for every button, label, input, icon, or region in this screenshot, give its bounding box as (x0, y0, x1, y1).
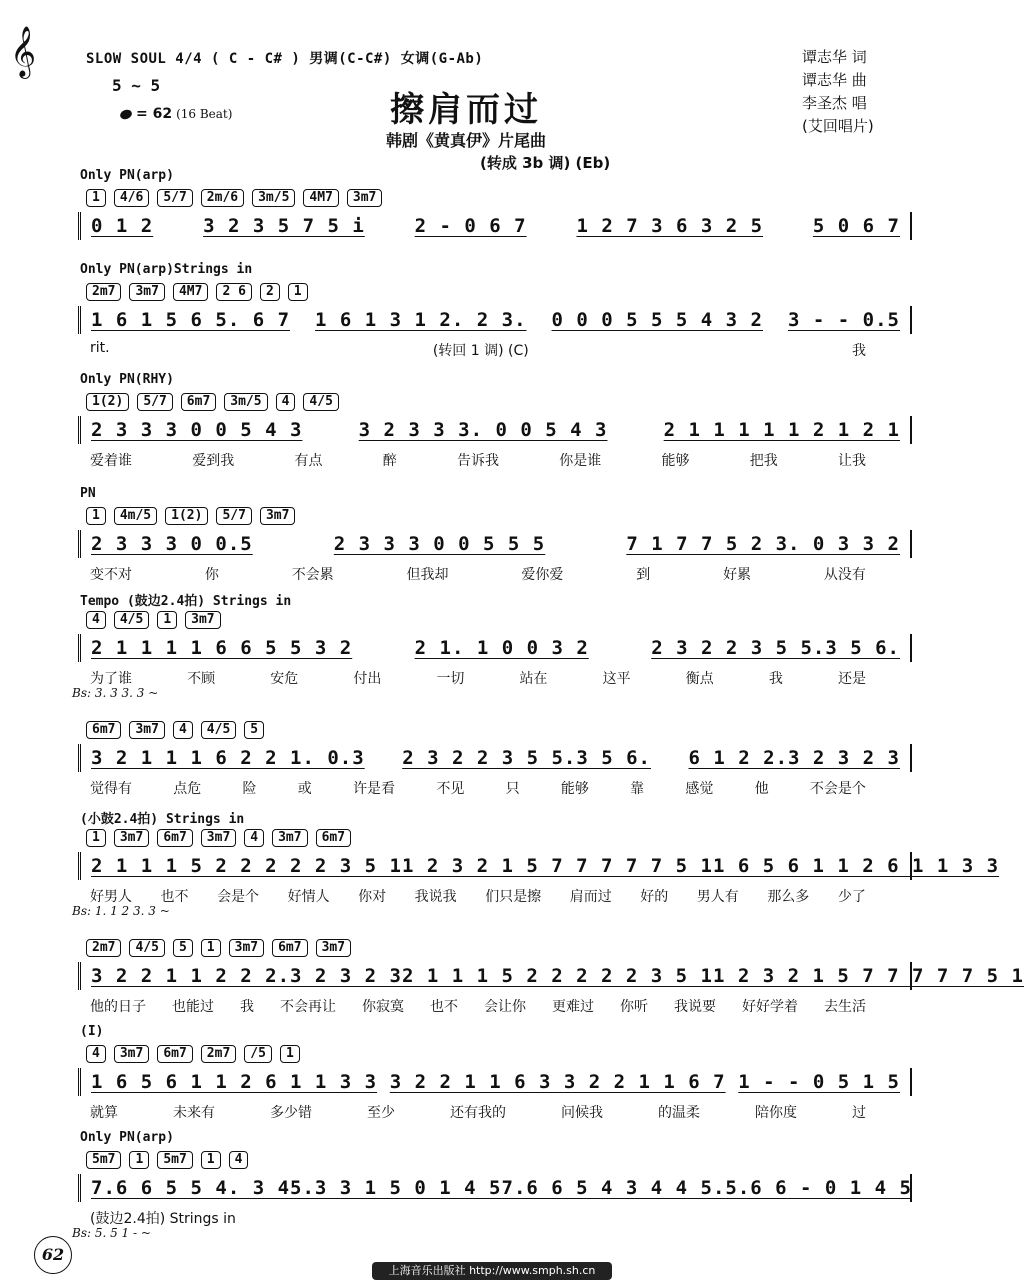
treble-clef-icon: 𝄞 (10, 26, 37, 77)
lyric-word: 的温柔 (658, 1105, 700, 1121)
measure: 2 1 1 1 1 6 6 5 5 3 2 (91, 637, 353, 659)
measure: 2 1. 1 0 0 3 2 (414, 637, 589, 659)
chord-box: 6m7 (272, 939, 307, 957)
chord-box: 3m7 (129, 721, 164, 739)
lyric-word: 靠 (630, 781, 645, 797)
lyric-word: 许是看 (353, 781, 396, 797)
lyric-word: 也不 (430, 999, 458, 1015)
lyric-word: 从没有 (823, 567, 866, 583)
measure: 3 2 2 1 1 6 3 3 2 2 1 1 6 7 (389, 1071, 726, 1093)
lyric-word: 男人有 (696, 889, 739, 905)
lyric-word: 我 (851, 343, 866, 359)
chord-box: 1(2) (165, 507, 208, 525)
lyric-word: 安危 (270, 671, 299, 687)
key-change-note: (转成 3b 调) (Eb) (480, 154, 611, 172)
lyrics-row (90, 1102, 912, 1122)
lyric-word: 为了谁 (90, 671, 132, 687)
lyrics-row (90, 668, 912, 688)
score-system (72, 590, 912, 700)
lyric-word: 把我 (749, 453, 778, 469)
chord-box: 5 (244, 721, 264, 739)
song-title: 擦肩而过 (390, 90, 542, 130)
lyrics-row (90, 886, 912, 906)
chord-box: 2 6 (216, 283, 251, 301)
system-instrument-label: (I) (80, 1024, 104, 1039)
lyric-word: 告诉我 (457, 453, 499, 469)
lyric-word: 能够 (661, 453, 690, 469)
chord-box: 3m7 (316, 939, 351, 957)
chord-box: 3m7 (114, 829, 149, 847)
lyric-word: 付出 (353, 671, 382, 687)
lyric-word: 去生活 (824, 999, 866, 1015)
credit-label: (艾回唱片) (802, 117, 874, 135)
lyric-word: rit. (90, 340, 110, 356)
measure: 2 3 2 2 3 5 5.3 5 6. (651, 637, 900, 659)
system-instrument-label: Only PN(arp) (80, 1130, 174, 1145)
measure: 3 2 3 3 3. 0 0 5 4 3 (358, 419, 608, 441)
style-line: SLOW SOUL 4/4 ( C - C# ) 男调(C-C#) 女调(G-Ab) (86, 51, 484, 67)
score-system (72, 1130, 912, 1240)
lyric-word: 你 (204, 567, 219, 583)
lyric-word: 问候我 (561, 1105, 603, 1121)
lyric-word: 不顾 (187, 671, 216, 687)
lyric-word: 肩而过 (569, 889, 612, 905)
measure: 0 1 2 (91, 215, 154, 237)
lyric-word: 感觉 (685, 781, 714, 797)
lyrics-row (90, 450, 912, 470)
tempo-value: = 62 (136, 106, 173, 122)
chord-box: 2m7 (201, 1045, 236, 1063)
lyric-word: 觉得有 (90, 781, 132, 797)
chord-row (86, 1042, 912, 1064)
system-instrument-label: PN (80, 486, 96, 501)
credits (802, 46, 902, 138)
notation-row (78, 530, 912, 558)
lyric-word: 我 (240, 999, 254, 1015)
measure: 2 1 1 1 5 2 2 2 2 2 3 5 1 (401, 965, 713, 987)
lyric-word: 就算 (90, 1105, 118, 1121)
chord-row (86, 936, 912, 958)
lyric-word: 好男人 (90, 889, 132, 905)
lyric-word: 我说我 (414, 889, 457, 905)
lyric-word: 不会再让 (280, 999, 336, 1015)
chord-box: 4/5 (129, 939, 164, 957)
lyric-word: 好情人 (287, 889, 330, 905)
lyric-word: 不会是个 (809, 781, 866, 797)
lyric-word: 更难过 (552, 999, 594, 1015)
lyric-word: 我说要 (674, 999, 716, 1015)
chord-box: 5m7 (86, 1151, 121, 1169)
chord-box: 4 (86, 1045, 106, 1063)
chord-box: 1 (86, 507, 106, 525)
measure: 2 1 1 1 1 1 2 1 2 1 (663, 419, 900, 441)
bass-line: Bs: 5. 5 1 - ~ (72, 1226, 151, 1240)
chord-row (86, 390, 912, 412)
chord-box: /5 (244, 1045, 272, 1063)
measure: 7 1 7 7 5 2 3. 0 3 3 2 (626, 533, 900, 555)
measure: 1 - - 0 5 1 5 (738, 1071, 900, 1093)
chord-box: 1 (201, 1151, 221, 1169)
chord-row (86, 186, 912, 208)
chord-box: 6m7 (157, 829, 192, 847)
lyric-word: 让我 (838, 453, 866, 469)
publisher-banner: 上海音乐出版社 http://www.smph.sh.cn (372, 1262, 612, 1280)
lyric-word: 还是 (837, 671, 866, 687)
chord-box: 4/5 (201, 721, 236, 739)
chord-box: 4 (173, 721, 193, 739)
lyric-word: 那么多 (767, 889, 810, 905)
lyric-word: 变不对 (90, 567, 132, 583)
chord-box: 3m/5 (224, 393, 267, 411)
measure: 7.6 6 5 5 4. 3 4 (91, 1177, 291, 1199)
lyric-word: 险 (242, 781, 257, 797)
lyric-word: (鼓边2.4拍) Strings in (90, 1211, 236, 1227)
credit-composer: 谭志华 曲 (802, 71, 867, 89)
measure: 2 - 0 6 7 (414, 215, 527, 237)
score-system (72, 486, 912, 586)
lyric-word: 不见 (436, 781, 465, 797)
measure: 0 0 0 5 5 5 4 3 2 (551, 309, 763, 331)
lyric-word: 也不 (160, 889, 189, 905)
measure: 1 6 5 6 1 1 2 6 1 1 3 3 (91, 1071, 378, 1093)
chord-box: 4/6 (114, 189, 149, 207)
chord-box: 3m7 (185, 611, 220, 629)
lyrics-row (90, 1208, 912, 1228)
chord-box: 4m/5 (114, 507, 157, 525)
lyric-word: 还有我的 (450, 1105, 506, 1121)
score-system (72, 372, 912, 472)
chord-box: 4 (276, 393, 296, 411)
measure: 2 3 2 2 3 5 5.3 5 6. (402, 747, 651, 769)
lyric-word: 好的 (640, 889, 669, 905)
notation-row (78, 416, 912, 444)
measure: 1 6 1 3 1 2. 2 3. (315, 309, 527, 331)
chord-box: 5 (173, 939, 193, 957)
lyric-word: 会是个 (217, 889, 260, 905)
score-system (72, 700, 912, 800)
lyrics-row (90, 564, 912, 584)
notation-row (78, 852, 1000, 880)
measure: 1 2 7 3 6 3 2 5 (576, 215, 764, 237)
chord-row (86, 280, 912, 302)
tempo-beat: (16 Beat) (176, 107, 233, 121)
chord-box: 1(2) (86, 393, 129, 411)
chord-box: 3m7 (129, 283, 164, 301)
chord-box: 3m7 (272, 829, 307, 847)
chord-box: 3m7 (260, 507, 295, 525)
lyrics-row (90, 340, 912, 360)
chord-box: 2m7 (86, 939, 121, 957)
lyric-word: 爱到我 (192, 453, 235, 469)
notation-row (78, 1174, 912, 1202)
lyric-word: 不会累 (291, 567, 334, 583)
lyric-word: 陪你度 (755, 1105, 797, 1121)
lyric-word: 站在 (519, 671, 548, 687)
system-instrument-label: Only PN(RHY) (80, 372, 174, 387)
measure: 1 2 3 2 1 5 7 7 7 7 7 5 1 (401, 855, 713, 877)
chord-box: 2m7 (86, 283, 121, 301)
chord-box: 4/5 (114, 611, 149, 629)
chord-box: 5/7 (216, 507, 251, 525)
lyric-word: 能够 (560, 781, 589, 797)
chord-box: 5/7 (137, 393, 172, 411)
chord-box: 4/5 (303, 393, 338, 411)
lyric-word: 但我却 (406, 567, 449, 583)
lyric-word: 衡点 (685, 671, 714, 687)
chord-box: 3m7 (347, 189, 382, 207)
bass-line: Bs: 3. 3 3. 3 ~ (72, 686, 159, 700)
chord-box: 4M7 (303, 189, 338, 207)
chord-box: 4 (86, 611, 106, 629)
system-instrument-label: (小鼓2.4拍) Strings in (80, 812, 245, 827)
lyric-word: 至少 (367, 1105, 395, 1121)
lyric-word: 多少错 (270, 1105, 312, 1121)
modulation-key: 5 ~ 5 (112, 76, 161, 95)
lyric-word: 只 (505, 781, 520, 797)
chord-box: 1 (157, 611, 177, 629)
chord-box: 1 (86, 189, 106, 207)
chord-row (86, 718, 912, 740)
measure: 5 0 6 7 (812, 215, 900, 237)
measure: 6 1 2 2.3 2 3 2 3 (688, 747, 900, 769)
notation-row (78, 306, 912, 334)
lyric-word: 一切 (436, 671, 465, 687)
chord-box: 4M7 (173, 283, 208, 301)
notation-row (78, 634, 912, 662)
lyric-word: 你寂寞 (362, 999, 404, 1015)
chord-box: 4 (229, 1151, 249, 1169)
chord-box: 1 (280, 1045, 300, 1063)
lyric-word: 他的日子 (90, 999, 146, 1015)
lyric-word: 少了 (837, 889, 866, 905)
lyric-word: 爱你爱 (521, 567, 564, 583)
chord-box: 3m7 (114, 1045, 149, 1063)
lyric-word: 你听 (620, 999, 648, 1015)
chord-box: 6m7 (316, 829, 351, 847)
lyric-word: 我 (768, 671, 783, 687)
lyric-word: 们只是擦 (485, 889, 542, 905)
measure: 2 1 1 1 5 2 2 2 2 2 3 5 1 (91, 855, 402, 877)
chord-row (86, 608, 912, 630)
chord-row (86, 504, 912, 526)
chord-box: 1 (129, 1151, 149, 1169)
measure: 2 3 3 3 0 0 5 5 5 (333, 533, 546, 555)
lyric-word: 这平 (602, 671, 631, 687)
score-system (72, 918, 1024, 1018)
notation-row (78, 1068, 912, 1096)
measure: 1 2 3 2 1 5 7 7 7 7 7 5 1 (712, 965, 1024, 987)
lyric-word: 有点 (294, 453, 323, 469)
score-system (72, 168, 912, 268)
system-instrument-label: Only PN(arp)Strings in (80, 262, 253, 277)
system-instrument-label: Only PN(arp) (80, 168, 174, 183)
lyric-word: 他 (754, 781, 769, 797)
lyric-word: 也能过 (172, 999, 214, 1015)
lyric-word: 过 (852, 1105, 866, 1121)
page-number: 62 (34, 1236, 72, 1274)
chord-box: 3m7 (229, 939, 264, 957)
measure: 1 6 5 6 1 1 2 6 1 1 3 3 (712, 855, 1000, 877)
chord-row (86, 1148, 912, 1170)
lyric-word: 未来有 (173, 1105, 215, 1121)
score-system (72, 1024, 912, 1124)
credit-lyricist: 谭志华 词 (802, 48, 867, 66)
song-subtitle: 韩剧《黄真伊》片尾曲 (385, 131, 546, 150)
chord-box: 1 (201, 939, 221, 957)
chord-box: 2m/6 (201, 189, 244, 207)
lyric-word: 醉 (382, 453, 397, 469)
chord-box: 3m/5 (252, 189, 295, 207)
lyric-word: 到 (636, 567, 651, 583)
chord-box: 5m7 (157, 1151, 192, 1169)
measure: 2 3 3 3 0 0 5 4 3 (91, 419, 303, 441)
score-system (72, 262, 912, 362)
chord-box: 3m7 (201, 829, 236, 847)
notation-row (78, 962, 1024, 990)
measure: 5.6 6 - 0 1 4 5 (725, 1177, 912, 1199)
chord-box: 1 (86, 829, 106, 847)
measure: 3 2 3 5 7 5 i (203, 215, 365, 237)
lyric-word: 爱着谁 (90, 453, 132, 469)
bass-line: Bs: 1. 1 2 3. 3 ~ (72, 904, 170, 918)
lyric-word: 点危 (173, 781, 202, 797)
lyric-word: 你对 (358, 889, 387, 905)
measure: 1 6 1 5 6 5. 6 7 (91, 309, 291, 331)
measure: 2 3 3 3 0 0.5 (91, 533, 253, 555)
notation-row (78, 212, 912, 240)
chord-box: 1 (288, 283, 308, 301)
system-instrument-label: Tempo (鼓边2.4拍) Strings in (80, 594, 292, 609)
lyric-word: 或 (297, 781, 312, 797)
lyrics-row (90, 778, 912, 798)
notation-row (78, 744, 912, 772)
chord-box: 6m7 (86, 721, 121, 739)
chord-box: 2 (260, 283, 280, 301)
measure: 3 2 2 1 1 2 2 2.3 2 3 2 3 (91, 965, 402, 987)
lyric-word: 会让你 (484, 999, 526, 1015)
chord-box: 5/7 (157, 189, 192, 207)
measure: 5.3 3 1 5 0 1 4 5 (290, 1177, 502, 1199)
measure: 7.6 6 5 4 3 4 4 5. (501, 1177, 726, 1199)
measure: 3 - - 0.5 (788, 309, 900, 331)
lyric-word: 好累 (723, 567, 752, 583)
lyric-word: 你是谁 (559, 453, 602, 469)
chord-row (86, 826, 912, 848)
chord-box: 6m7 (181, 393, 216, 411)
chord-box: 6m7 (157, 1045, 192, 1063)
credit-singer: 李圣杰 唱 (802, 94, 867, 112)
lyric-word: (转回 1 调) (C) (432, 343, 529, 359)
lyric-word: 好好学着 (742, 999, 798, 1015)
score-system (72, 808, 1000, 918)
chord-box: 4 (244, 829, 264, 847)
measure: 3 2 1 1 1 6 2 2 1. 0.3 (91, 747, 365, 769)
lyrics-row (90, 996, 912, 1016)
